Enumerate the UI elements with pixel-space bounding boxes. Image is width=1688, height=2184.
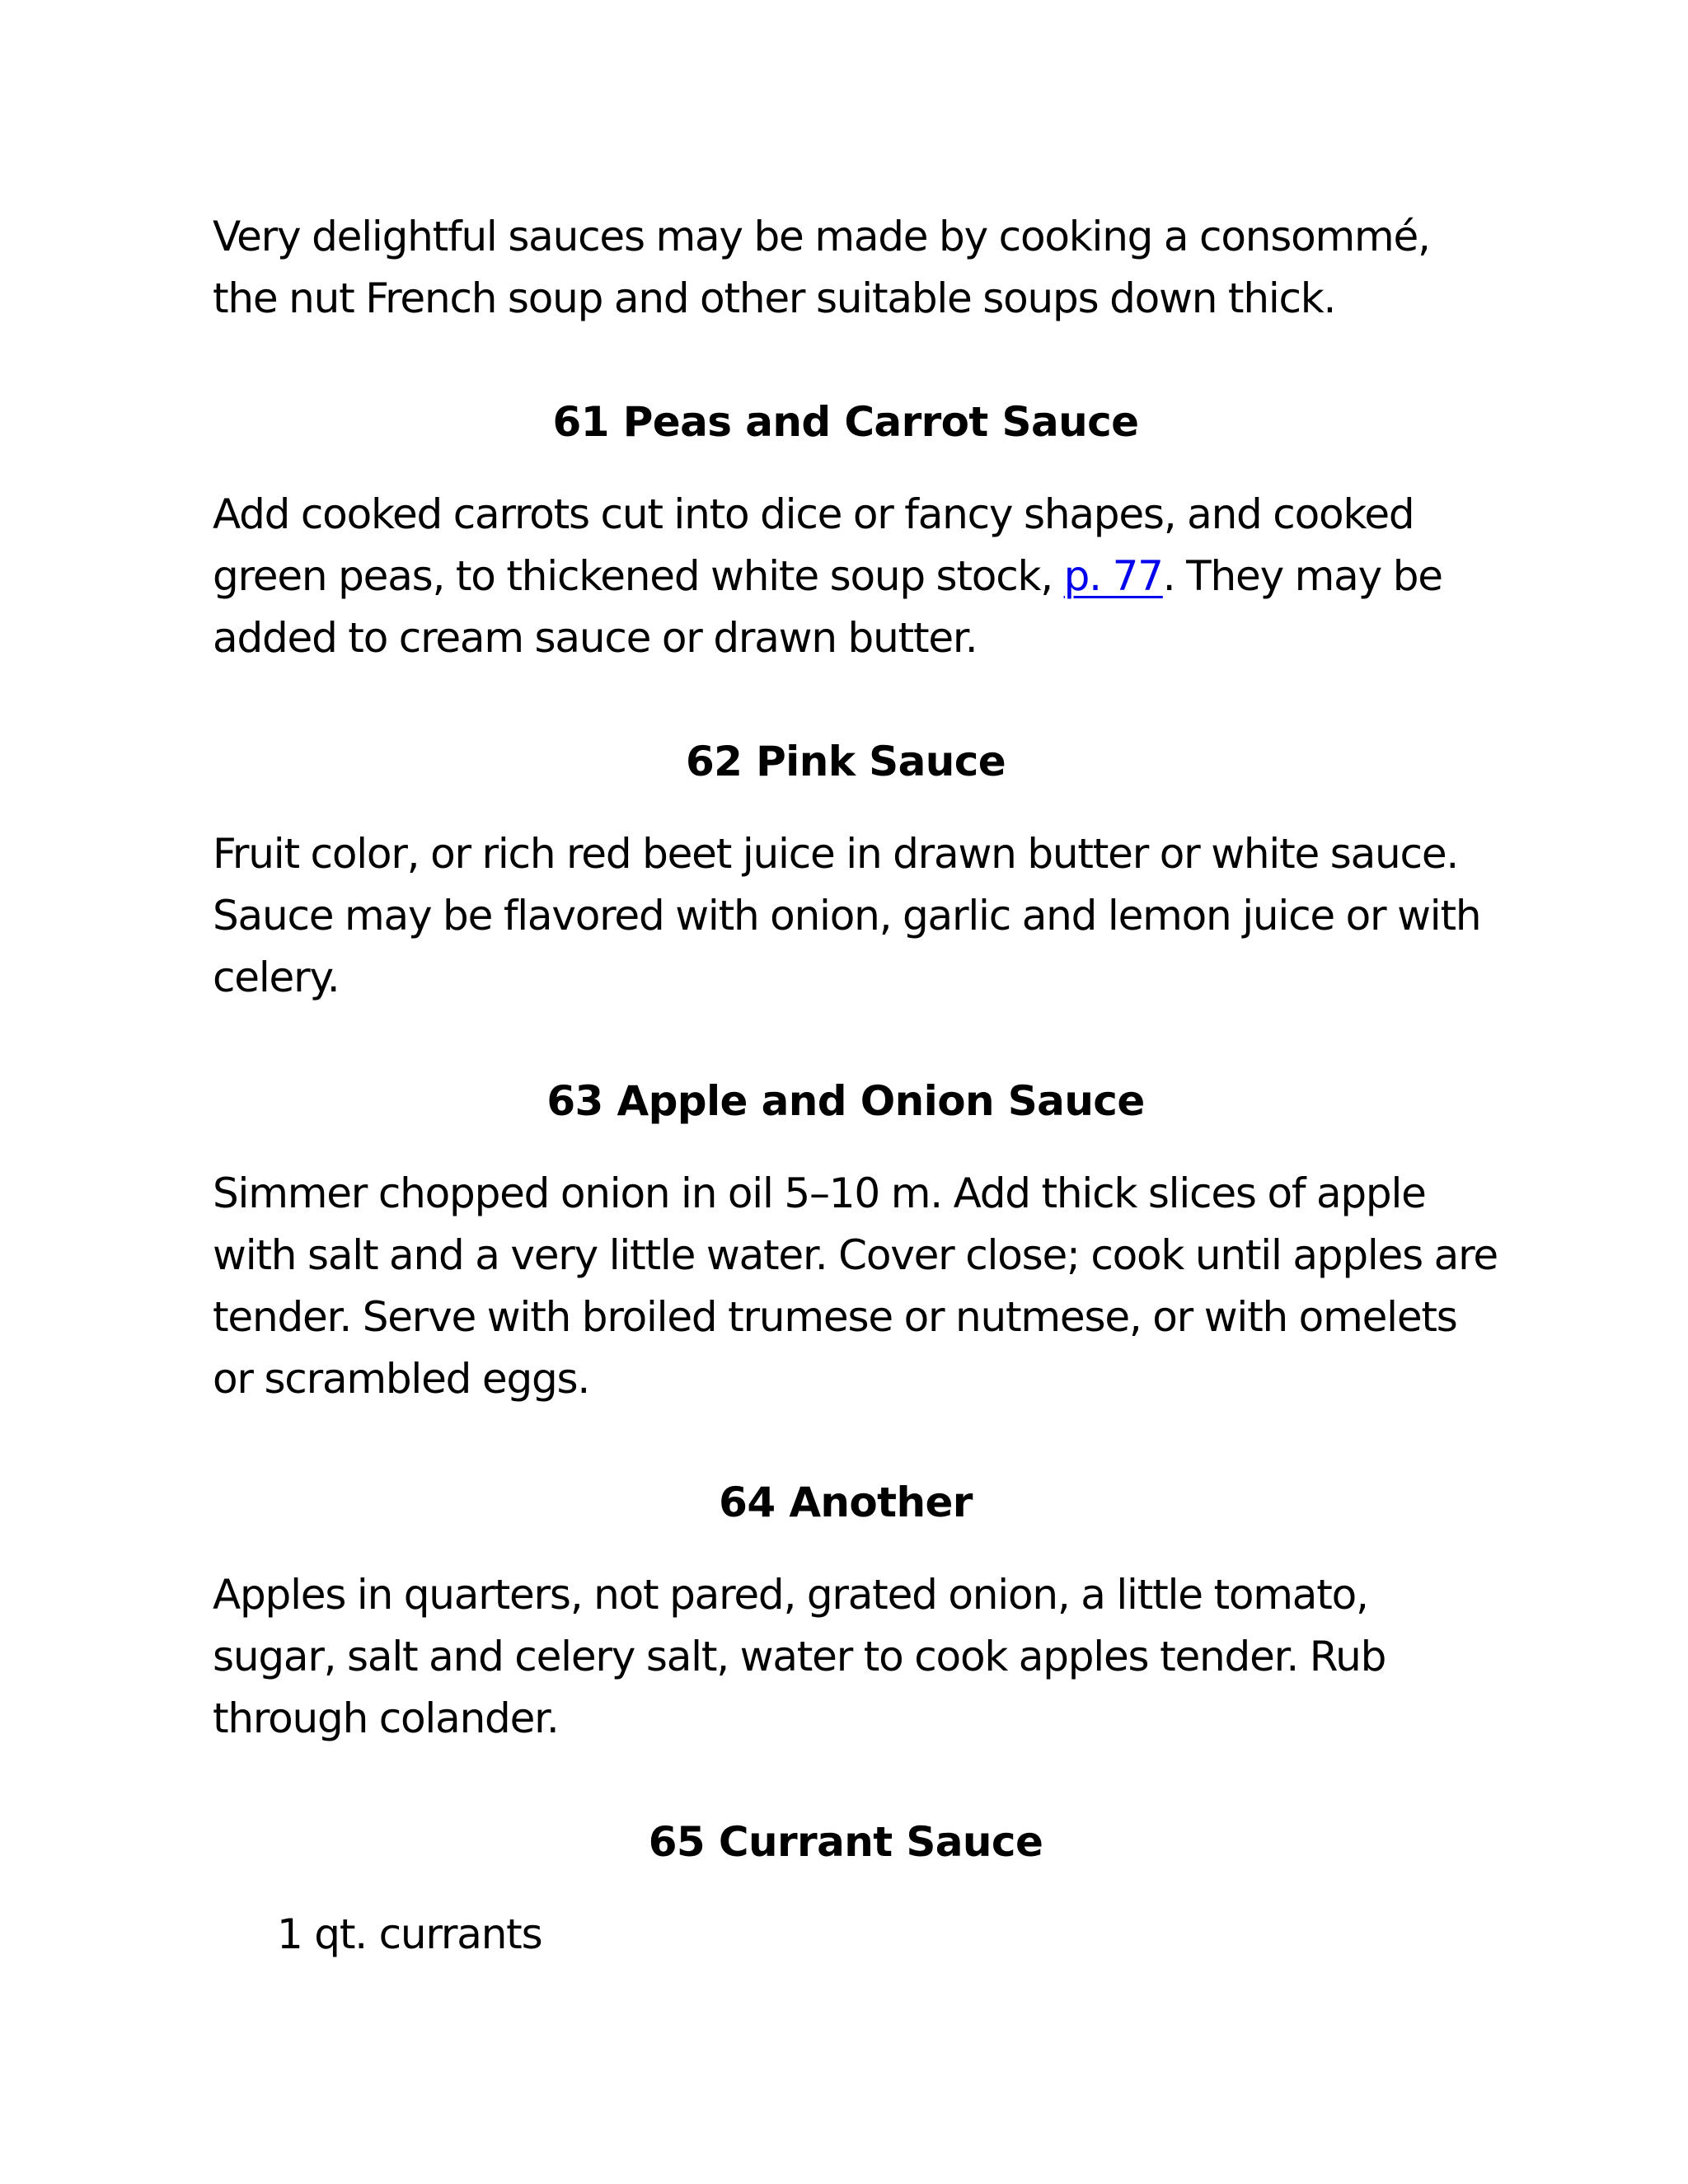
document-page <box>213 206 1498 1966</box>
recipe-61-text-after-link: . They may be added to cream sauce or drawn butter. <box>213 552 1442 662</box>
page-77-link[interactable]: p. 77 <box>1063 552 1163 600</box>
recipe-61-heading: 61 Peas and Carrot Sauce <box>552 398 1139 446</box>
recipe-65-heading: 65 Currant Sauce <box>648 1818 1043 1866</box>
recipe-64-paragraph: Apples in quarters, not pared, grated onion, a little tomato, sugar, salt and celery salt, water to cook apples tender. Rub through colander. <box>213 1571 1386 1742</box>
recipe-61-text-before-link: Add cooked carrots cut into dice or fancy shapes, and cooked green peas, to thickened white soup stock, <box>213 490 1414 600</box>
recipe-62-heading: 62 Pink Sauce <box>685 738 1006 785</box>
recipe-63-paragraph: Simmer chopped onion in oil 5–10 m. Add thick slices of apple with salt and a very little water. Cover close; cook until apples are tender. Serve with broiled trumese or nutmese, or with omelets or scrambled eggs. <box>213 1169 1498 1403</box>
recipe-64-heading: 64 Another <box>719 1479 973 1526</box>
recipe-62-paragraph: Fruit color, or rich red beet juice in drawn butter or white sauce. Sauce may be flavored with onion, garlic and lemon juice or with celery. <box>213 830 1481 1001</box>
recipe-65-ingredient: 1 qt. currants <box>277 1910 542 1958</box>
recipe-61-paragraph <box>213 484 1498 669</box>
intro-paragraph: Very delightful sauces may be made by cooking a consommé, the nut French soup and other suitable soups down thick. <box>213 213 1430 322</box>
recipe-63-heading: 63 Apple and Onion Sauce <box>546 1077 1145 1125</box>
